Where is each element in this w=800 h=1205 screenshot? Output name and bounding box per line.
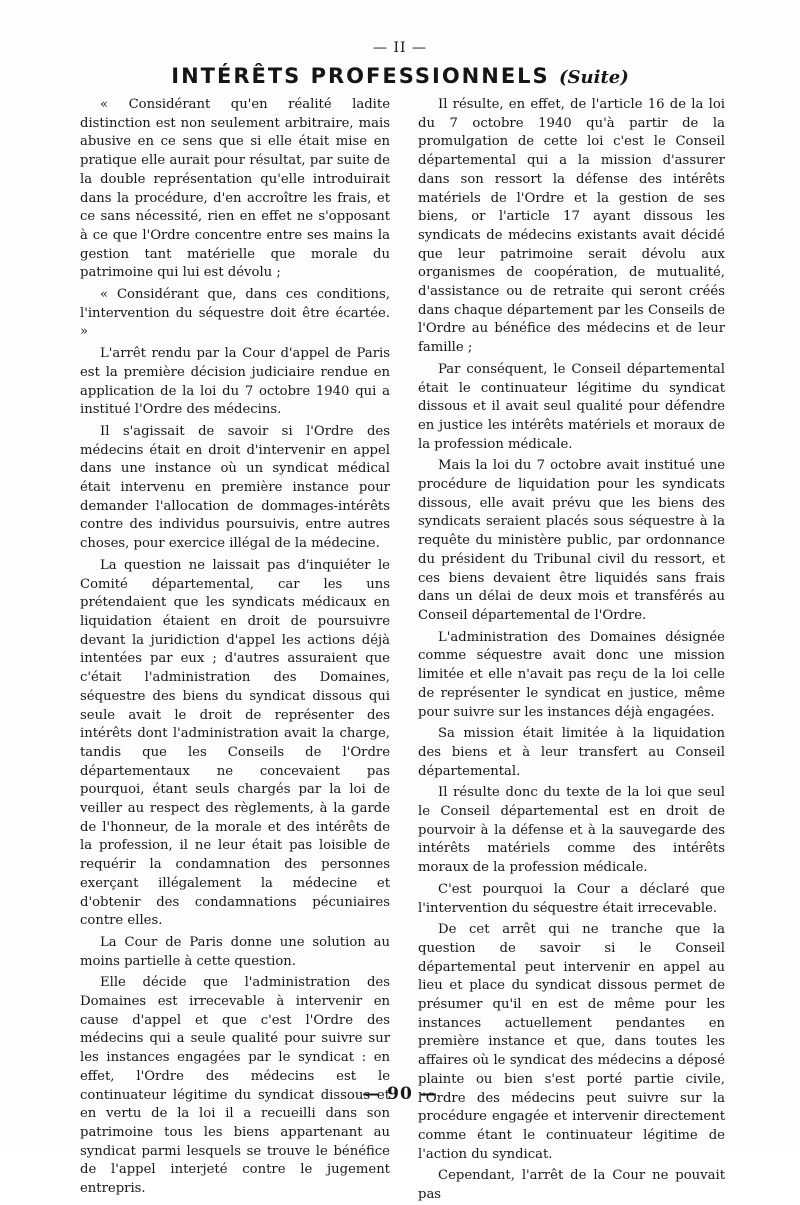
right-column — [418, 96, 725, 1205]
paragraph: Par conséquent, le Conseil départemental était le continuateur légitime du syndicat dissous et il avait seul qualité pour défendre en justice les intérêts matériels et moraux de la profession médicale. — [418, 361, 725, 452]
left-column — [80, 96, 390, 1199]
section-page-label: — II — — [373, 40, 427, 56]
paragraph: De cet arrêt qui ne tranche que la question de savoir si le Conseil départemental peut intervenir en appel au lieu et place du syndicat dissous permet de présumer qu'il en est de même pour les instances actuellement pendantes en première instance et que, dans toutes les affaires où le syndicat des médecins a déposé plainte ou bien s'est porté partie civile, l'Ordre des médecins peut suivre sur la procédure engagée et intervenir directement comme étant le continuateur légitime de l'action du syndicat. — [418, 922, 725, 1162]
paragraph: Elle décide que l'administration des Domaines est irrecevable à intervenir en cause d'appel et que c'est l'Ordre des médecins qui a seule qualité pour suivre sur les instances engagées par le syndicat : en effet, l'Ordre des médecins est le continuateur légitime du syndicat dissous et en vertu de la loi il a recueilli dans son patrimoine tous les biens appartenant au syndicat parmi lesquels se trouve le bénéfice de l'appel interjeté contre le jugement entrepris. — [80, 975, 390, 1197]
title-text: INTÉRÊTS PROFESSIONNELS — [171, 64, 550, 88]
paragraph: La Cour de Paris donne une solution au moins partielle à cette question. — [80, 934, 390, 969]
paragraph: « Considérant que, dans ces conditions, l'intervention du séquestre doit être écartée. » — [80, 287, 390, 340]
paragraph: Mais la loi du 7 octobre avait institué une procédure de liquidation pour les syndicats dissous, elle avait prévu que les biens des syndicats seraient placés sous séquestre à la requête du ministère public, par ordonnance du président du Tribunal civil du ressort, et ces biens devaient être liquidés sans frais dans un délai de deux mois et transférés au Conseil départemental de l'Ordre. — [418, 458, 725, 623]
title-suffix: (Suite) — [559, 67, 629, 88]
paragraph: Il s'agissait de savoir si l'Ordre des médecins était en droit d'intervenir en appel dans une instance où un syndicat médical était intervenu en première instance pour demander l'allocation de dommages-intérêts contre des individus poursuivis, entre autres choses, pour exercice illégal de la médecine. — [80, 423, 390, 552]
paragraph: L'arrêt rendu par la Cour d'appel de Paris est la première décision judiciaire rendue en application de la loi du 7 octobre 1940 qui a institué l'Ordre des médecins. — [80, 346, 390, 418]
paragraph: « Considérant qu'en réalité ladite distinction est non seulement arbitraire, mais abusive en ce sens que si elle était mise en pratique elle aurait pour résultat, par suite de la double représentation qu'elle introduirait dans la procédure, d'en accroître les frais, et ce sans nécessité, rien en effet ne s'opposant à ce que l'Ordre concentre entre ses mains la gestion tant matérielle que morale du patrimoine qui lui est dévolu ; — [80, 97, 390, 281]
paragraph: La question ne laissait pas d'inquiéter le Comité départemental, car les uns prétendaient que les syndicats médicaux en liquidation étaient en droit de poursuivre devant la juridiction d'appel les actions déjà intentées par eux ; d'autres assuraient que c'était l'administration des Domaines, séquestre des biens du syndicat dissous qui seule avait le droit de représenter des intérêts dont l'administration avait la charge, tandis que les Conseils de l'Ordre départementaux ne concevaient pas pourquoi, étant seuls chargés par la loi de veiller au respect des règlements, à la garde de l'honneur, de la morale et des intérêts de la profession, il ne leur était pas loisible de requérir la condamnation des personnes exerçant illégalement la médecine et d'obtenir des condamnations pécuniaires contre elles. — [80, 557, 390, 929]
paragraph: L'administration des Domaines désignée comme séquestre avait donc une mission limitée et elle n'avait pas reçu de la loi celle de représenter le syndicat en justice, même pour suivre sur les instances déjà engagées. — [418, 629, 725, 720]
paragraph: C'est pourquoi la Cour a déclaré que l'intervention du séquestre était irrecevable. — [418, 881, 725, 916]
paragraph: Sa mission était limitée à la liquidation des biens et à leur transfert au Conseil départemental. — [418, 726, 725, 779]
paragraph: Il résulte, en effet, de l'article 16 de la loi du 7 octobre 1940 qu'à partir de la promulgation de cette loi c'est le Conseil départemental qui a la mission d'assurer dans son ressort la défense des intérêts matériels de l'Ordre et la gestion de ses biens, or l'article 17 ayant dissous les syndicats de médecins existants avait décidé que leur patrimoine serait dévolu aux organismes de coopération, de mutualité, d'assistance ou de retraite qui seront créés dans chaque département par les Conseils de l'Ordre au bénéfice des médecins et de leur famille ; — [418, 97, 725, 356]
paragraph: Il résulte donc du texte de la loi que seul le Conseil départemental est en droit de pourvoir à la défense et à la sauvegarde des intérêts matériels comme des intérêts moraux de la profession médicale. — [418, 785, 725, 876]
page-number: — 90 — — [362, 1084, 438, 1104]
page-title — [0, 64, 800, 88]
paragraph: Cependant, l'arrêt de la Cour ne pouvait pas — [418, 1168, 725, 1203]
